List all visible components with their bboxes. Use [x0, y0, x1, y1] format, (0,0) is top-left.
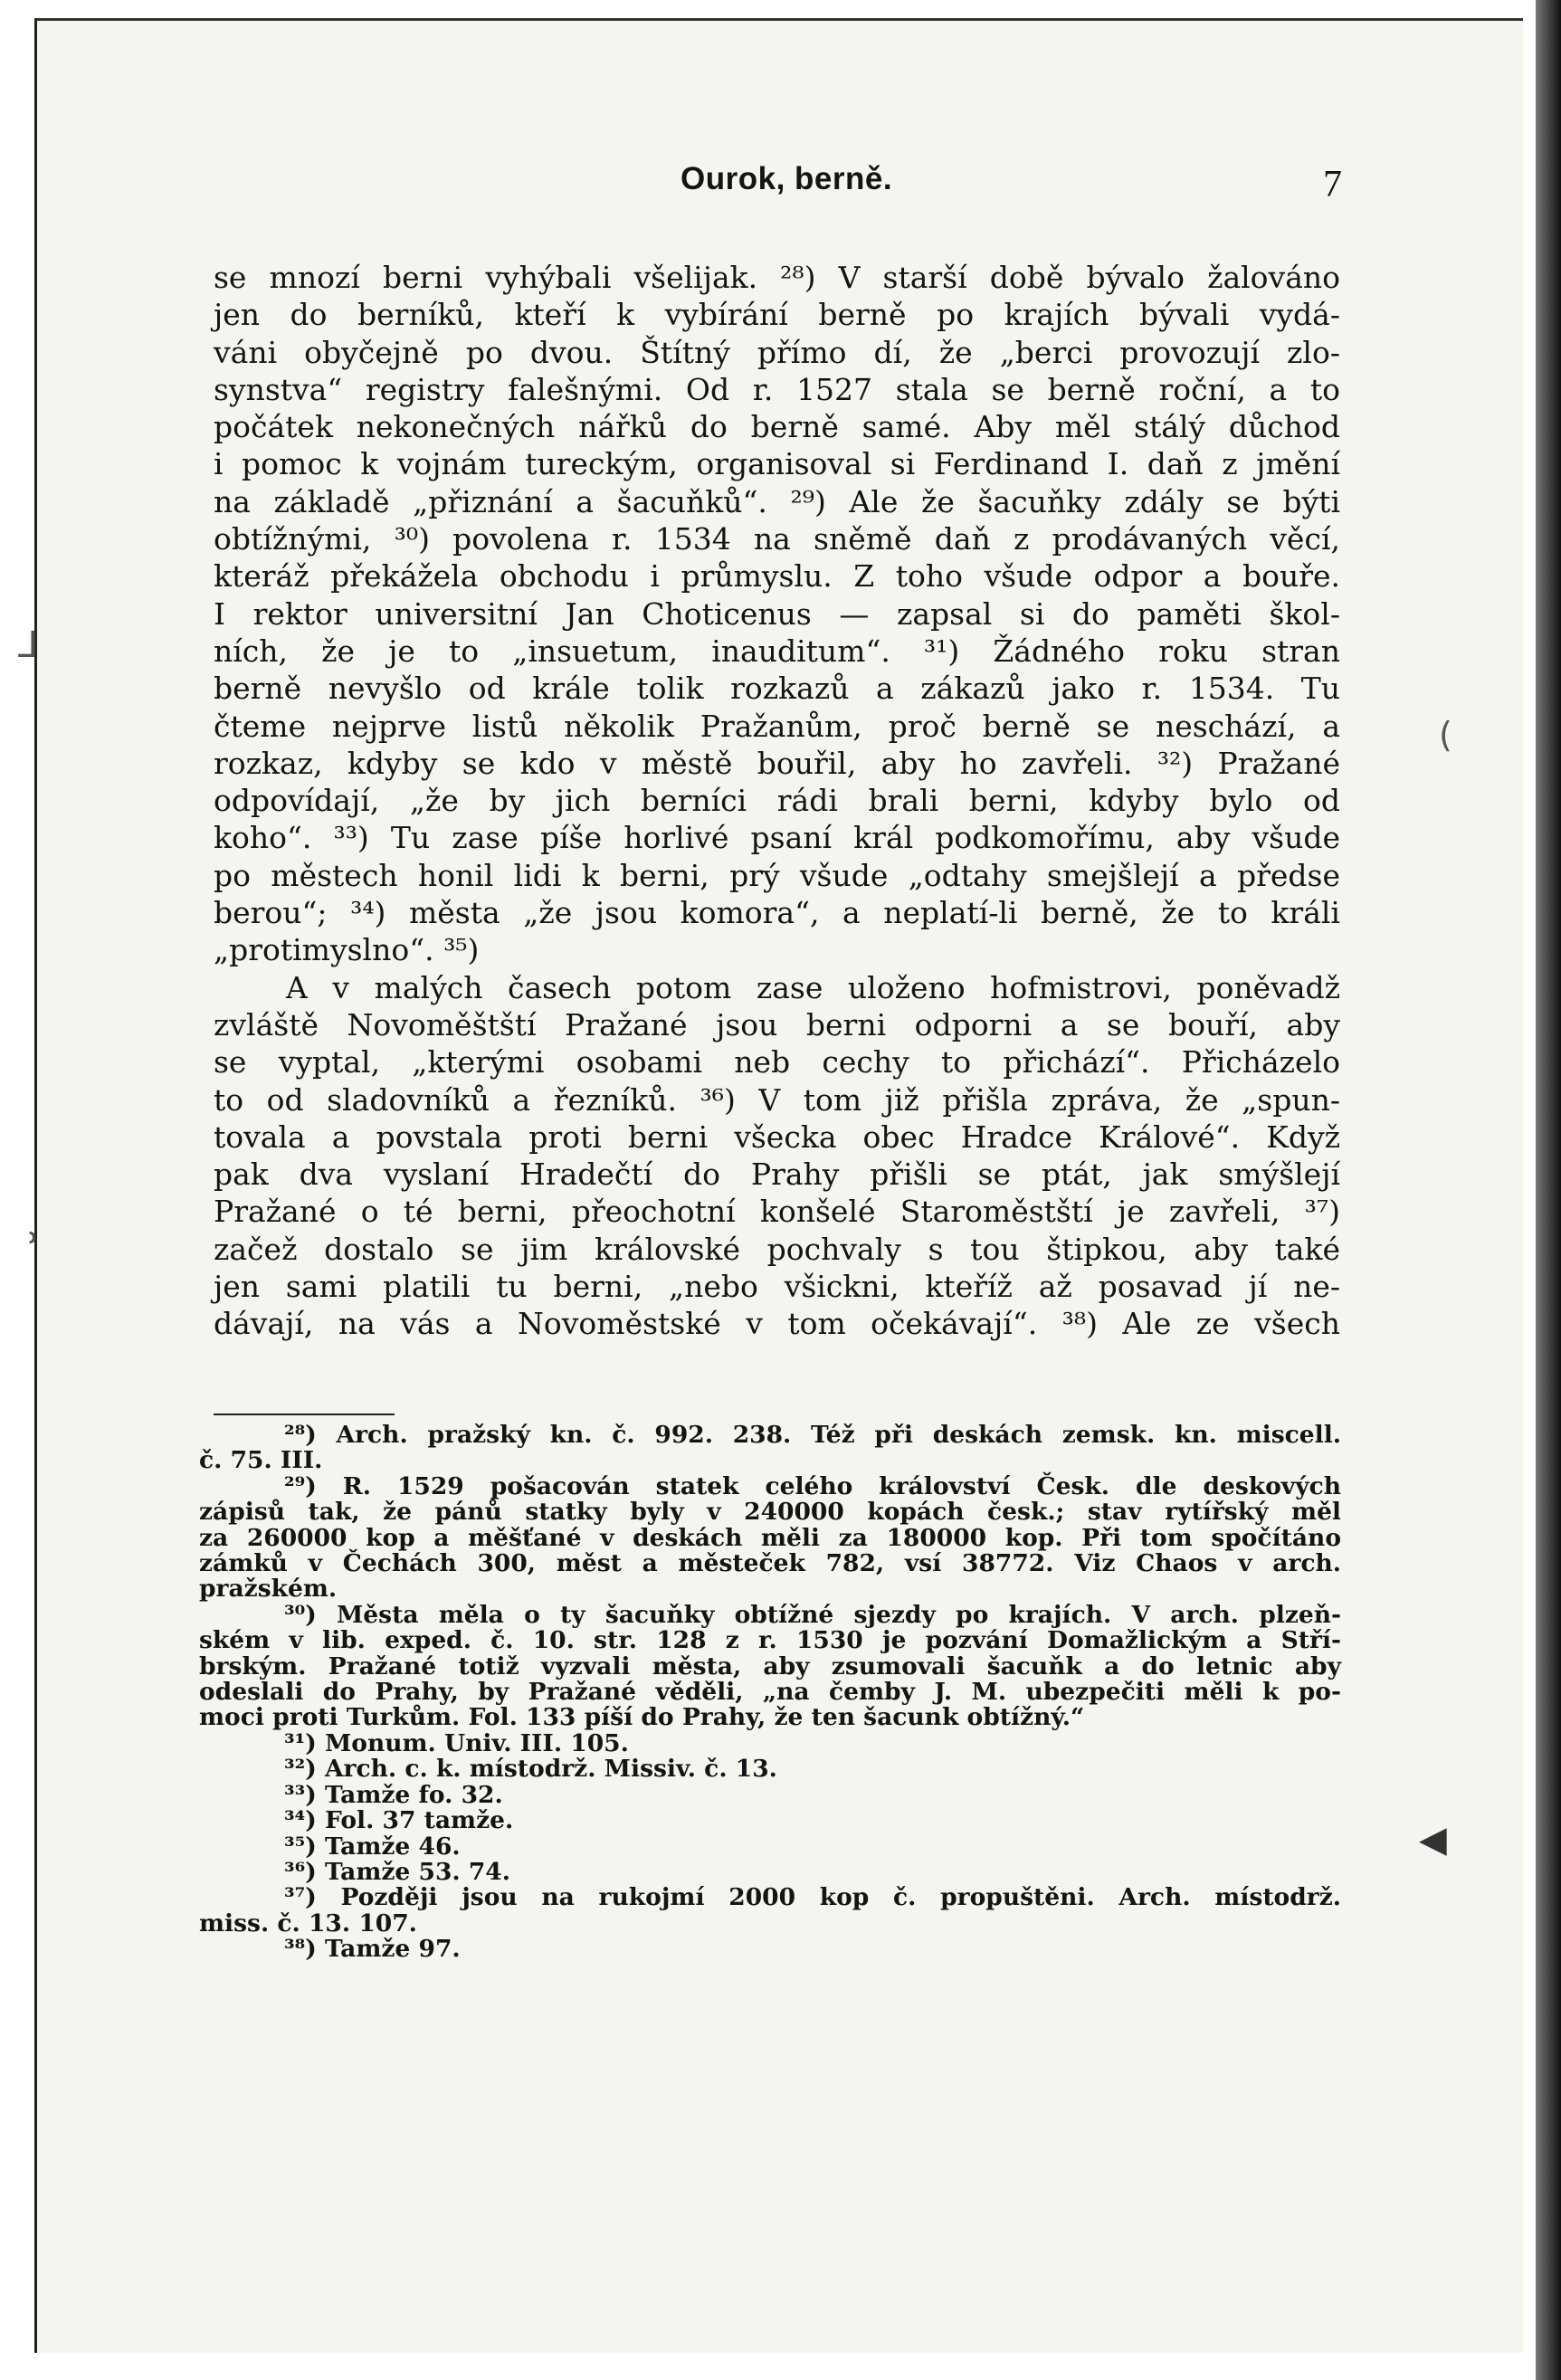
body-line: synstva“ registry falešnými. Od r. 1527 stala se berně roční, a to: [214, 371, 1340, 407]
body-line: tovala a povstala proti berni všecka obec Hradce Králové“. Když: [214, 1119, 1340, 1155]
footnote-line: ³¹) Monum. Univ. III. 105.: [284, 1728, 629, 1757]
body-line-paragraph-start: A v malých časech potom zase uloženo hofmistrovi, poněvadž: [286, 969, 1340, 1005]
body-line: kteráž překážela obchodu i průmyslu. Z toho všude odpor a bouře.: [214, 558, 1340, 595]
body-line: po městech honil lidi k berni, prý všude „odtahy smejšlejí a předse: [214, 857, 1340, 893]
footnote-line: ³⁰) Města měla o ty šacuňky obtížné sjezdy po krajích. V arch. plzeň-: [284, 1600, 1341, 1629]
body-line: „protimyslno“. ³⁵): [214, 932, 480, 968]
body-line: začež dostalo se jim královské pochvaly s tou štipkou, aby také: [214, 1231, 1340, 1267]
body-line: to od sladovníků a řezníků. ³⁶) V tom již přišla zpráva, že „spun-: [214, 1081, 1340, 1118]
footnote-line: brským. Pražané totiž vyzvali města, aby zsumovali šacuňk a do letnic aby: [199, 1652, 1341, 1680]
footnote-line: ³⁴) Fol. 37 tamže.: [284, 1806, 514, 1835]
footnote-line: č. 75. III.: [199, 1446, 323, 1475]
margin-ink-mark-icon: ◀: [1419, 1819, 1447, 1861]
body-line: pak dva vyslaní Hradečtí do Prahy přišli se ptát, jak smýšlejí: [214, 1157, 1340, 1193]
body-line: berně nevyšlo od krále tolik rozkazů a zákazů jako r. 1534. Tu: [214, 671, 1340, 707]
body-line: odpovídají, „že by jich berníci rádi brali berni, kdyby bylo od: [214, 783, 1340, 819]
footnote-line: miss. č. 13. 107.: [199, 1909, 417, 1937]
body-line: se vyptal, „kterými osobami neb cechy to přichází“. Přicházelo: [214, 1044, 1340, 1081]
body-line: zvláště Novoměštští Pražané jsou berni odporni a se bouří, aby: [214, 1006, 1340, 1042]
body-line: obtížnými, ³⁰) povolena r. 1534 na sněmě daň z prodávaných věcí,: [214, 521, 1340, 557]
footnote-line: ²⁸) Arch. pražský kn. č. 992. 238. Též při deskách zemsk. kn. miscell.: [284, 1421, 1341, 1449]
margin-ink-mark-icon: ᠈: [27, 1222, 38, 1259]
footnote-line: ³⁵) Tamže 46.: [284, 1832, 461, 1861]
body-line: i pomoc k vojnám tureckým, organisoval si Ferdinand I. daň z jmění: [214, 446, 1340, 482]
body-line: jen do berníků, kteří k vybírání berně po krajích bývali vydá-: [214, 297, 1340, 333]
margin-ink-mark-icon: (: [1439, 715, 1452, 755]
footnote-line: ³⁷) Později jsou na rukojmí 2000 kop č. propuštěni. Arch. místodrž.: [284, 1883, 1341, 1912]
footnote-line: ském v lib. exped. č. 10. str. 128 z r. 1530 je pozvání Domažlickým a Stří-: [199, 1626, 1341, 1655]
footnote-line: ³⁸) Tamže 97.: [284, 1935, 461, 1964]
page-header: [0, 161, 1561, 215]
running-head: Ourok, berně.: [681, 161, 893, 196]
body-line: jen sami platili tu berni, „nebo všickni, kteříž až posavad jí ne-: [214, 1269, 1340, 1305]
page-edge-shadow: [1536, 0, 1561, 2380]
footnotes: [195, 1423, 1341, 1963]
body-line: se mnozí berni vyhýbali všelijak. ²⁸) V starší době bývalo žalováno: [214, 260, 1340, 295]
footnote-line: ³³) Tamže fo. 32.: [284, 1780, 503, 1809]
body-line: čteme nejprve listů několik Pražanům, proč berně se neschází, a: [214, 708, 1340, 744]
body-line: Pražané o té berni, přeochotní konšelé Staroměstští je zavřeli, ³⁷): [214, 1194, 1340, 1230]
body-text: [214, 259, 1340, 1343]
body-line: ních, že je to „insuetum, inauditum“. ³¹) Žádného roku stran: [214, 633, 1340, 669]
footnote-line: odeslali do Prahy, by Pražané věděli, „na čemby J. M. ubezpečiti měli k po-: [199, 1678, 1341, 1707]
body-line: váni obyčejně po dvou. Štítný přímo dí, že „berci provozují zlo-: [214, 334, 1340, 370]
page-number: 7: [1323, 164, 1342, 205]
footnote-line: zápisů tak, že pánů statky byly v 240000 kopách česk.; stav rytířský měl: [199, 1498, 1341, 1527]
body-line: berou“; ³⁴) města „že jsou komora“, a neplatí-li berně, že to králi: [214, 895, 1340, 931]
body-line: počátek nekonečných nářků do berně samé. Aby měl stálý důchod: [214, 409, 1340, 445]
footnote-line: za 260000 kop a měšťané v deskách měli za 180000 kop. Při tom spočítáno: [199, 1523, 1341, 1552]
body-line: koho“. ³³) Tu zase píše horlivé psaní král podkomořímu, aby všude: [214, 820, 1340, 856]
footnote-line: ³²) Arch. c. k. místodrž. Missiv. č. 13.: [284, 1755, 777, 1784]
footnote-line: ²⁹) R. 1529 pošacován statek celého království Česk. dle deskových: [284, 1471, 1341, 1500]
footnote-line: moci proti Turkům. Fol. 133 píší do Prahy, že ten šacunk obtížný.“: [199, 1703, 1085, 1732]
margin-ink-mark-icon: ⅃: [18, 624, 39, 666]
footnote-separator: [214, 1414, 395, 1415]
footnote-line: ³⁶) Tamže 53. 74.: [284, 1857, 510, 1886]
body-line: rozkaz, kdyby se kdo v městě bouřil, aby ho zavřeli. ³²) Pražané: [214, 745, 1340, 781]
body-line: dávají, na vás a Novoměstské v tom očekávají“. ³⁸) Ale ze všech: [214, 1306, 1340, 1342]
body-line: I rektor universitní Jan Choticenus — zapsal si do paměti škol-: [214, 595, 1340, 632]
body-line: na základě „přiznání a šacuňků“. ²⁹) Ale že šacuňky zdály se býti: [214, 483, 1340, 519]
footnote-line: pražském.: [199, 1575, 338, 1604]
footnote-line: zámků v Čechách 300, měst a městeček 782, vsí 38772. Viz Chaos v arch.: [199, 1549, 1341, 1578]
